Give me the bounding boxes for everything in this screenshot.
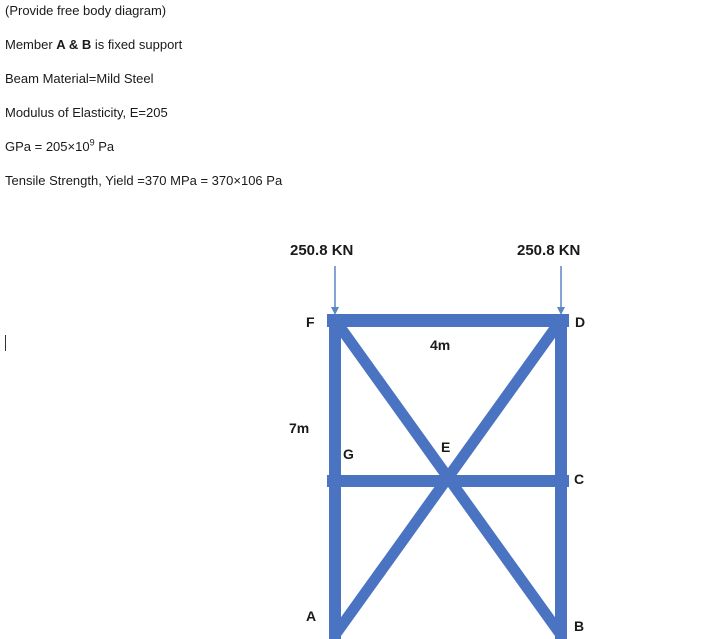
gpa-prefix: GPa = 205×10 (5, 139, 90, 154)
dimension-label-width: 4m (430, 337, 451, 353)
member-f-d (327, 314, 569, 327)
node-label-d: D (575, 314, 586, 330)
gpa-suffix: Pa (94, 139, 115, 154)
modulus-text: Modulus of Elasticity, E=205 (5, 105, 168, 120)
material-text: Beam Material=Mild Steel (5, 71, 154, 86)
gpa-exponent: 9 (89, 137, 95, 148)
support-suffix: is fixed support (91, 37, 183, 52)
node-label-b: B (574, 618, 585, 634)
support-members: A & B (56, 37, 92, 52)
tensile-text: Tensile Strength, Yield =370 MPa = 370×106 Pa (5, 173, 283, 188)
load-label-right: 250.8 KN (517, 242, 581, 259)
node-label-f: F (306, 314, 315, 330)
node-label-g: G (343, 446, 354, 462)
instruction-text: (Provide free body diagram) (5, 3, 167, 18)
node-label-e: E (441, 439, 451, 455)
member-g-c (327, 475, 569, 487)
support-prefix: Member (5, 37, 57, 52)
node-label-a: A (306, 608, 317, 624)
dimension-label-height: 7m (289, 420, 310, 436)
load-label-left: 250.8 KN (290, 242, 354, 259)
node-label-c: C (574, 471, 585, 487)
